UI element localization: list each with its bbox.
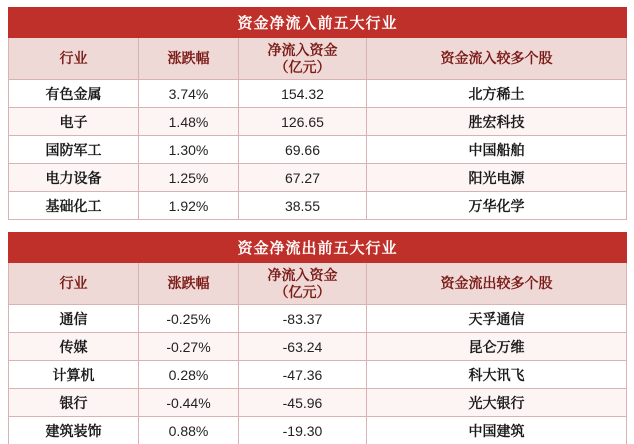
cell-netflow: 126.65 [239,108,367,136]
cell-stock: 胜宏科技 [367,108,627,136]
column-header-netflow-line2: （亿元） [274,58,331,75]
cell-netflow: 38.55 [239,192,367,220]
cell-change: 0.88% [139,417,239,444]
cell-netflow: 154.32 [239,80,367,108]
column-header-industry-line1: 行业 [59,50,88,66]
cell-industry: 电子 [9,108,139,136]
table-title-row [9,233,627,263]
table-row [9,361,627,389]
cell-netflow: -19.30 [239,417,367,444]
outflow-table-title: 资金净流出前五大行业 [9,233,627,263]
cell-netflow: -83.37 [239,305,367,333]
cell-change: 0.28% [139,361,239,389]
cell-stock: 科大讯飞 [367,361,627,389]
cell-industry: 电力设备 [9,164,139,192]
cell-stock: 中国船舶 [367,136,627,164]
inflow-table-block [8,0,626,220]
column-header-netflow-line1: 净流入资金 [267,266,338,283]
cell-industry: 建筑装饰 [9,417,139,444]
cell-change: -0.44% [139,389,239,417]
column-header-change [139,38,239,80]
column-header-change-line1: 涨跌幅 [167,50,210,66]
cell-stock: 昆仑万维 [367,333,627,361]
cell-netflow: -63.24 [239,333,367,361]
column-header-industry [9,263,139,305]
cell-industry: 计算机 [9,361,139,389]
cell-stock: 北方稀土 [367,80,627,108]
cell-industry: 银行 [9,389,139,417]
table-row [9,192,627,220]
cell-netflow: -45.96 [239,389,367,417]
column-header-netflow-line1: 净流入资金 [267,41,338,58]
cell-change: 1.25% [139,164,239,192]
inflow-table-title: 资金净流入前五大行业 [9,8,627,38]
cell-industry: 国防军工 [9,136,139,164]
table-row [9,333,627,361]
cell-stock: 阳光电源 [367,164,627,192]
inflow-table [8,7,627,220]
table-row [9,80,627,108]
cell-stock: 中国建筑 [367,417,627,444]
column-header-netflow-line2: （亿元） [274,283,331,300]
cell-change: 1.30% [139,136,239,164]
cell-industry: 基础化工 [9,192,139,220]
table-row [9,136,627,164]
cell-change: -0.27% [139,333,239,361]
cell-netflow: -47.36 [239,361,367,389]
cell-netflow: 67.27 [239,164,367,192]
table-row [9,164,627,192]
column-header-netflow [239,263,367,305]
column-header-stocks-line1: 资金流出较多个股 [440,275,553,291]
column-header-netflow [239,38,367,80]
cell-stock: 天孚通信 [367,305,627,333]
outflow-table-block [8,220,626,444]
column-header-change [139,263,239,305]
table-title-row [9,8,627,38]
table-row [9,389,627,417]
outflow-table [8,232,627,444]
table-row [9,305,627,333]
cell-netflow: 69.66 [239,136,367,164]
cell-change: 1.92% [139,192,239,220]
column-header-industry [9,38,139,80]
cell-industry: 有色金属 [9,80,139,108]
cell-industry: 传媒 [9,333,139,361]
cell-industry: 通信 [9,305,139,333]
cell-change: 1.48% [139,108,239,136]
table-row [9,108,627,136]
table-header-row [9,38,627,80]
column-header-industry-line1: 行业 [59,275,88,291]
cell-change: -0.25% [139,305,239,333]
cell-stock: 光大银行 [367,389,627,417]
column-header-stocks-line1: 资金流入较多个股 [440,50,553,66]
column-header-change-line1: 涨跌幅 [167,275,210,291]
column-header-stocks [367,263,627,305]
column-header-stocks [367,38,627,80]
table-row [9,417,627,444]
table-header-row [9,263,627,305]
cell-change: 3.74% [139,80,239,108]
cell-stock: 万华化学 [367,192,627,220]
